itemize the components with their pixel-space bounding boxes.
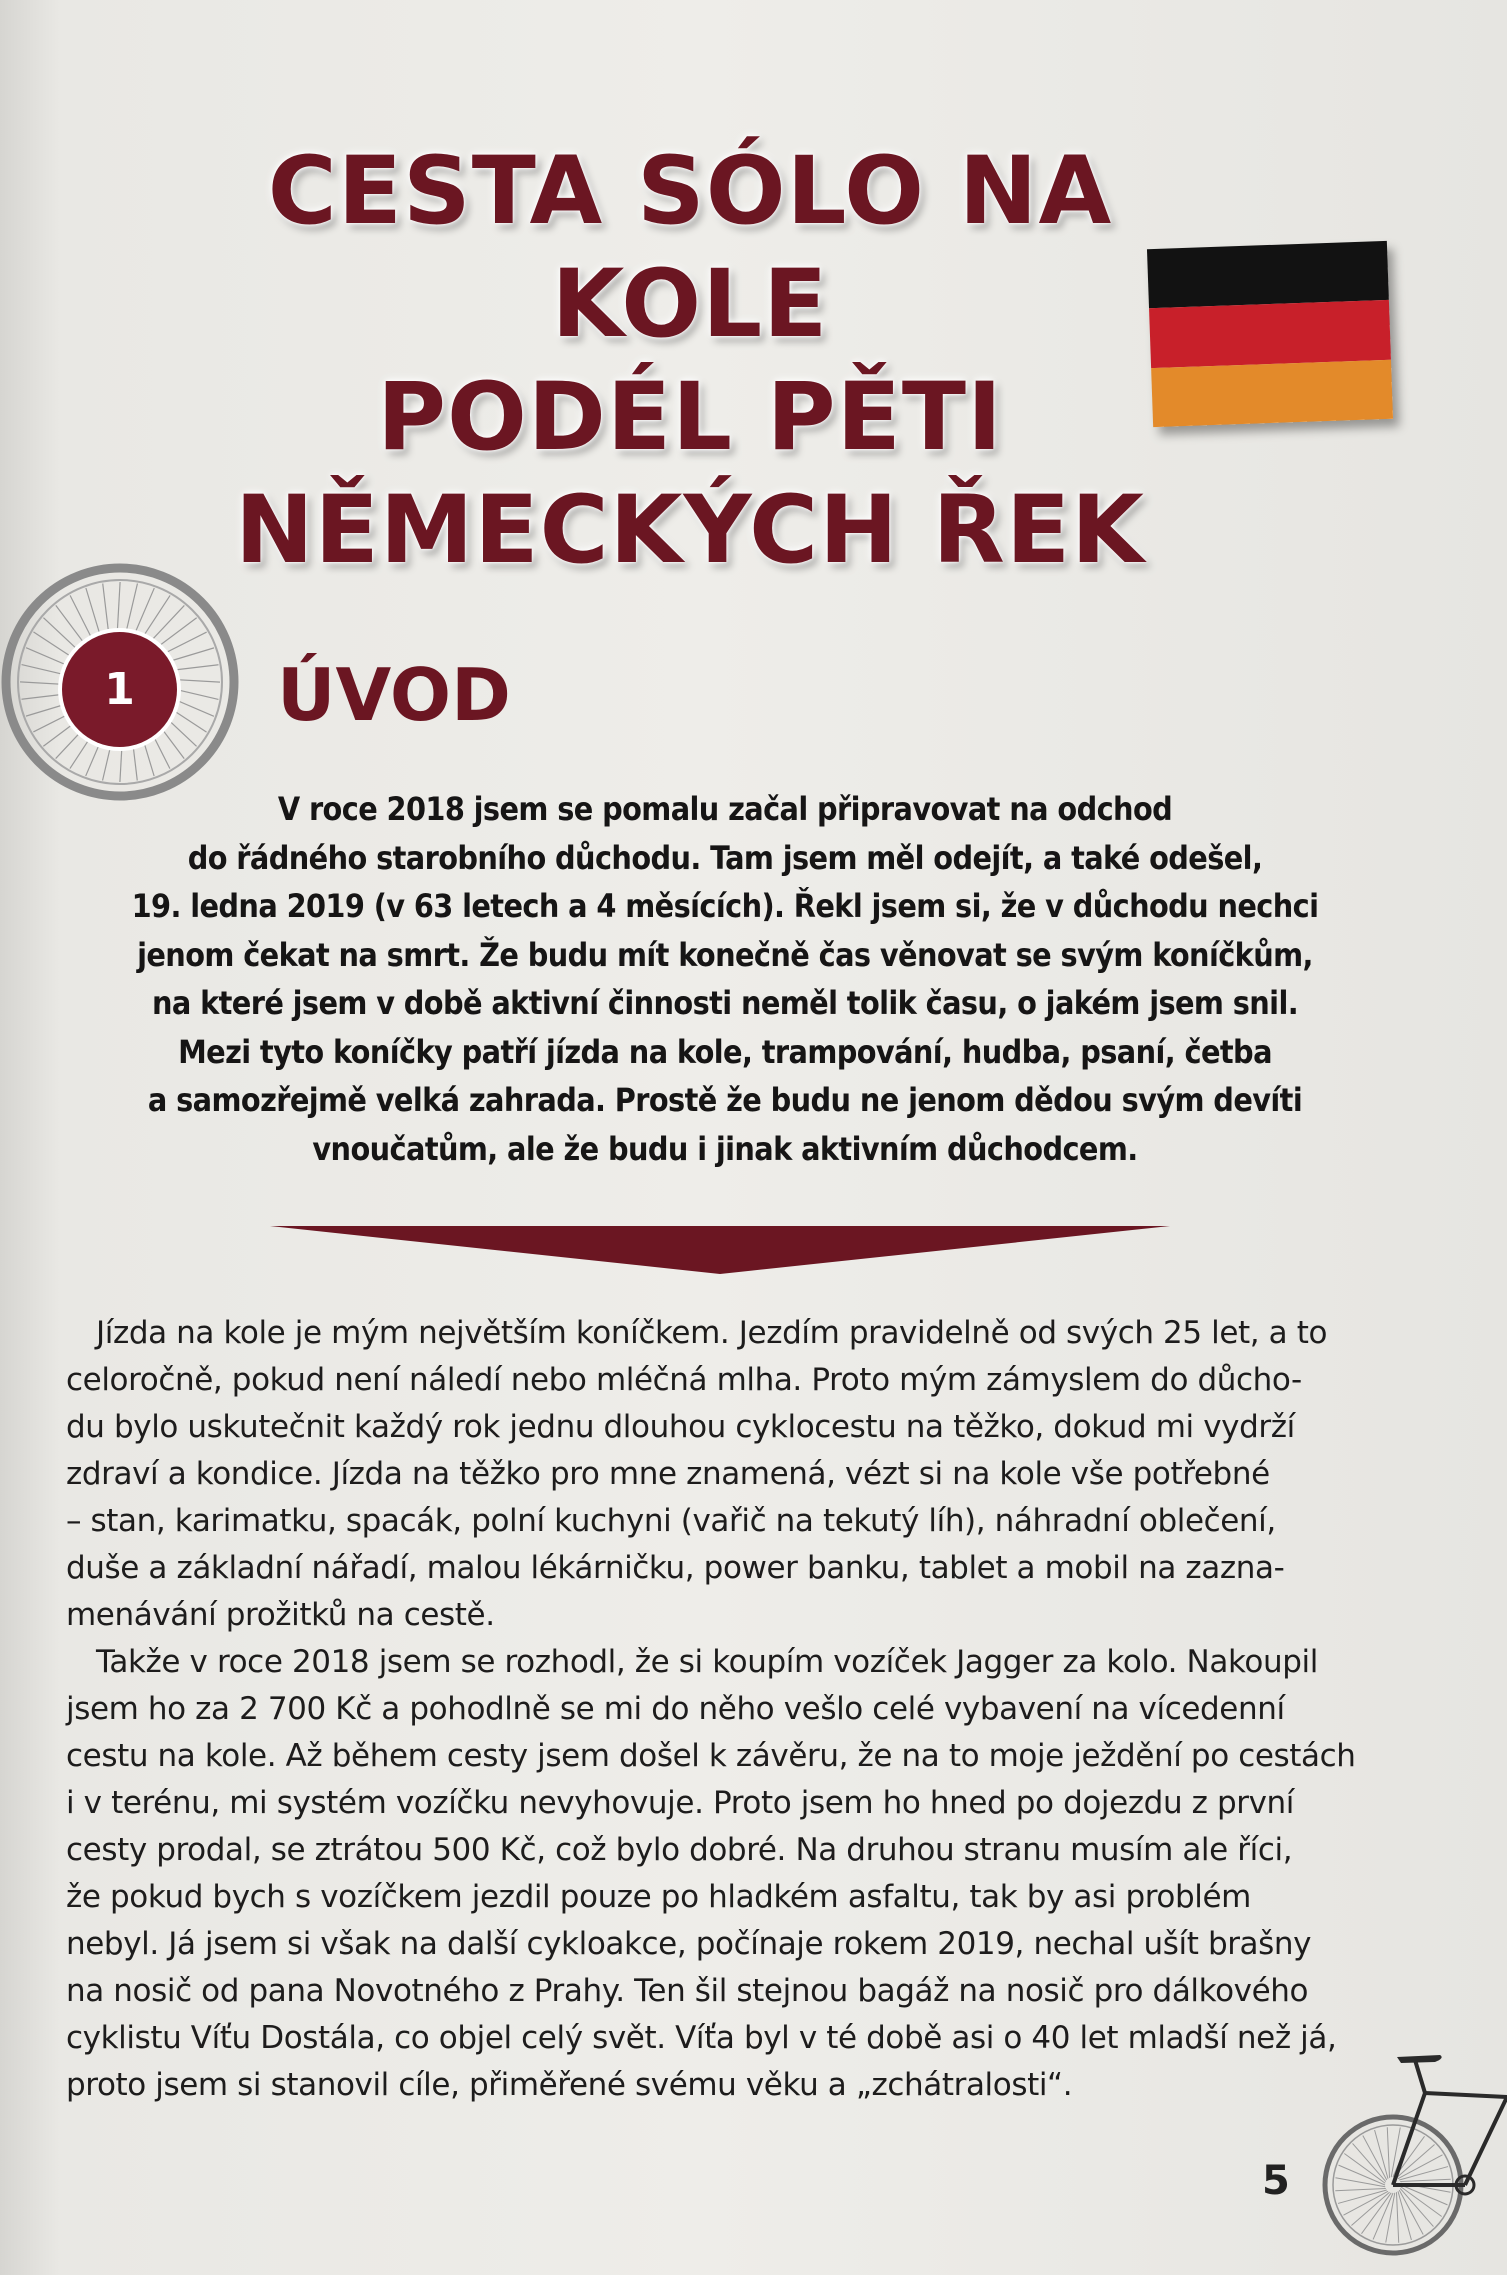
wheel-spoke bbox=[1396, 2192, 1398, 2243]
title-line: NĚMECKÝCH ŘEK bbox=[235, 476, 1145, 585]
flag-stripe-gold bbox=[1151, 359, 1393, 427]
wheel-spoke bbox=[1335, 2188, 1386, 2190]
wheel-spoke bbox=[1387, 2127, 1389, 2178]
intro-line: a samozřejmě velká zahrada. Prostě že budu ne jenom dědou svým devíti bbox=[147, 1081, 1303, 1119]
body-line: zdraví a kondice. Jízda na těžko pro mne znamená, vézt si na kole vše potřebné bbox=[66, 1456, 1270, 1492]
section-number-badge: 1 bbox=[62, 632, 177, 747]
body-line: du bylo uskutečnit každý rok jednu dlouhou cyklocestu na těžko, dokud mi vydrží bbox=[66, 1409, 1295, 1445]
body-line: že pokud bych s vozíčkem jezdil pouze po hladkém asfaltu, tak by asi problém bbox=[66, 1879, 1251, 1915]
intro-line: na které jsem v době aktivní činnosti neměl tolik času, o jakém jsem snil. bbox=[151, 984, 1299, 1022]
intro-line: 19. ledna 2019 (v 63 letech a 4 měsících). Řekl jsem si, že v důchodu nechci bbox=[131, 887, 1319, 925]
page-number: 5 bbox=[1262, 2158, 1290, 2204]
page-title bbox=[120, 135, 1260, 587]
wheel-spoke bbox=[1400, 2179, 1451, 2181]
intro-line: do řádného starobního důchodu. Tam jsem měl odejít, a také odešel, bbox=[187, 838, 1263, 877]
bicycle-icon bbox=[1315, 2035, 1507, 2275]
wheel-spoke bbox=[1363, 2135, 1387, 2180]
body-line: nebyl. Já jsem si však na další cykloakce, počínaje rokem 2019, nechal ušít brašny bbox=[66, 1926, 1312, 1962]
wheel-spoke bbox=[1343, 2191, 1388, 2215]
arrow-divider bbox=[270, 1218, 1170, 1278]
intro-line: jenom čekat na smrt. Že budu mít konečně čas věnovat se svým koníčkům, bbox=[137, 935, 1313, 974]
body-line: Takže v roce 2018 jsem se rozhodl, že si koupím vozíček Jagger za kolo. Nakoupil bbox=[96, 1644, 1318, 1680]
title-line: CESTA SÓLO NA KOLE bbox=[267, 137, 1113, 359]
intro-line: Mezi tyto koníčky patří jízda na kole, trampování, hudba, psaní, četba bbox=[178, 1032, 1272, 1071]
germany-flag-icon bbox=[1147, 241, 1393, 427]
body-line: cesty prodal, se ztrátou 500 Kč, což bylo dobré. Na druhou stranu musím ale říci, bbox=[66, 1832, 1293, 1868]
body-line: i v terénu, mi systém vozíčku nevyhovuje. Proto jsem ho hned po dojezdu z první bbox=[66, 1785, 1295, 1821]
body-paragraphs bbox=[66, 1310, 1396, 2109]
body-line: celoročně, pokud není náledí nebo mléčná mlha. Proto mým zámyslem do důcho- bbox=[66, 1362, 1302, 1398]
flag-stripe-red bbox=[1149, 300, 1391, 368]
body-line: proto jsem si stanovil cíle, přiměřené svému věku a „zchátralosti“. bbox=[66, 2067, 1073, 2103]
body-line: menávání prožitků na cestě. bbox=[66, 1597, 495, 1633]
flag-stripe-black bbox=[1147, 241, 1389, 309]
intro-paragraph bbox=[50, 785, 1400, 1173]
wheel-spoke bbox=[1399, 2190, 1423, 2235]
body-line: duše a základní nářadí, malou lékárničku, power banku, tablet a mobil na zazna- bbox=[66, 1550, 1285, 1586]
body-line: Jízda na kole je mým největším koníčkem. Jezdím pravidelně od svých 25 let, a to bbox=[96, 1315, 1328, 1351]
wheel-spoke bbox=[1398, 2155, 1443, 2179]
body-line: jsem ho za 2 700 Kč a pohodlně se mi do něho vešlo celé vybavení na vícedenní bbox=[66, 1691, 1285, 1727]
body-line: na nosič od pana Novotného z Prahy. Ten šil stejnou bagáž na nosič pro dálkového bbox=[66, 1973, 1309, 2009]
intro-line: V roce 2018 jsem se pomalu začal připravovat na odchod bbox=[277, 790, 1173, 828]
section-title: ÚVOD bbox=[277, 653, 511, 737]
body-line: cyklistu Víťu Dostála, co objel celý svět. Víťa byl v té době asi o 40 let mladší než já, bbox=[66, 2020, 1337, 2056]
body-line: – stan, karimatku, spacák, polní kuchyni (vařič na tekutý líh), náhradní oblečení, bbox=[66, 1503, 1276, 1539]
title-line: PODÉL PĚTI bbox=[377, 363, 1003, 472]
intro-line: vnoučatům, ale že budu i jinak aktivním důchodcem. bbox=[312, 1129, 1138, 1168]
body-line: cestu na kole. Až během cesty jsem došel k závěru, že na to moje ježdění po cestách bbox=[66, 1738, 1356, 1774]
